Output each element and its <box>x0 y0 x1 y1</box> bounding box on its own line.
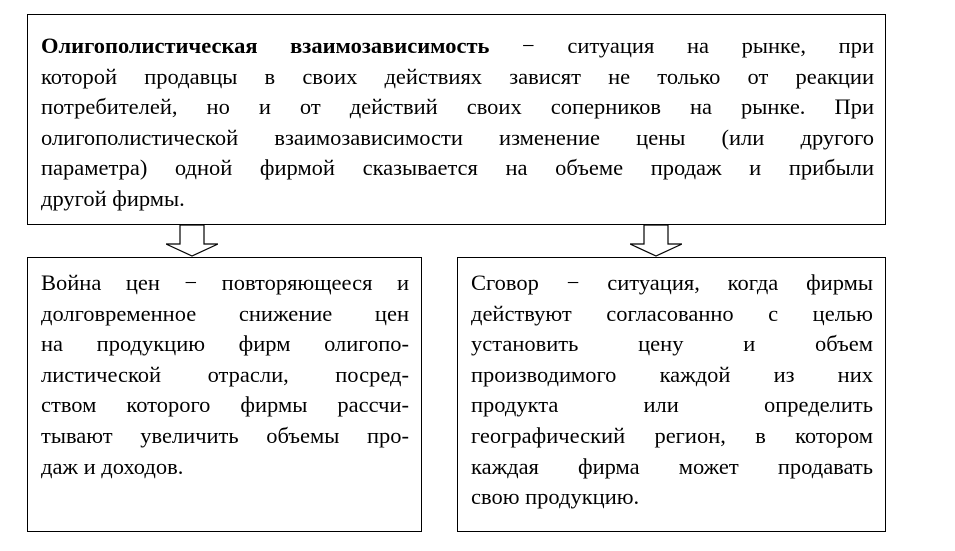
price-war-line-5: ством которого фирмы рассчи- <box>41 392 409 418</box>
definition-line-2: которой продавцы в своих действиях зависят не только от реакции <box>41 63 874 89</box>
price-war-line-6: тывают увеличить объемы про- <box>41 422 409 448</box>
price-war-line-1: Война цен − повторяющееся и <box>41 270 409 295</box>
definition-term: Олигополистическая взаимозависимость <box>41 33 490 58</box>
collusion-line-1: Сговор − ситуация, когда фирмы <box>471 270 873 295</box>
collusion-box <box>457 257 886 532</box>
price-war-line-2: долговременное снижение цен <box>41 300 409 326</box>
collusion-line-7: каждая фирма может продавать <box>471 453 873 479</box>
collusion-line-2: действуют согласованно с целью <box>471 300 873 326</box>
collusion-line-6: географический регион, в котором <box>471 422 873 448</box>
collusion-line-3: установить цену и объем <box>471 331 873 357</box>
price-war-box <box>27 257 422 532</box>
price-war-line-3: на продукцию фирм олигопо- <box>41 331 409 357</box>
price-war-line-4: листической отрасли, посред- <box>41 361 409 387</box>
collusion-line-4: производимого каждой из них <box>471 361 873 387</box>
collusion-line-8: свою продукцию. <box>471 484 640 510</box>
definition-line-5: параметра) одной фирмой сказывается на объеме продаж и прибыли <box>41 155 874 181</box>
definition-box-oligopolistic-interdependence <box>27 14 886 225</box>
collusion-line-5: продукта или определить <box>471 392 873 418</box>
down-arrow-icon <box>166 225 218 257</box>
price-war-line-7: даж и доходов. <box>41 453 184 479</box>
definition-line-6: другой фирмы. <box>41 185 185 211</box>
definition-line-3: потребителей, но и от действий своих соперников на рынке. При <box>41 94 874 120</box>
definition-line-1 <box>41 31 874 62</box>
definition-line-4: олигополистической взаимозависимости изменение цены (или другого <box>41 124 874 150</box>
down-arrow-icon <box>630 225 682 257</box>
definition-line-1-text: − ситуация на рынке, при <box>489 33 874 58</box>
